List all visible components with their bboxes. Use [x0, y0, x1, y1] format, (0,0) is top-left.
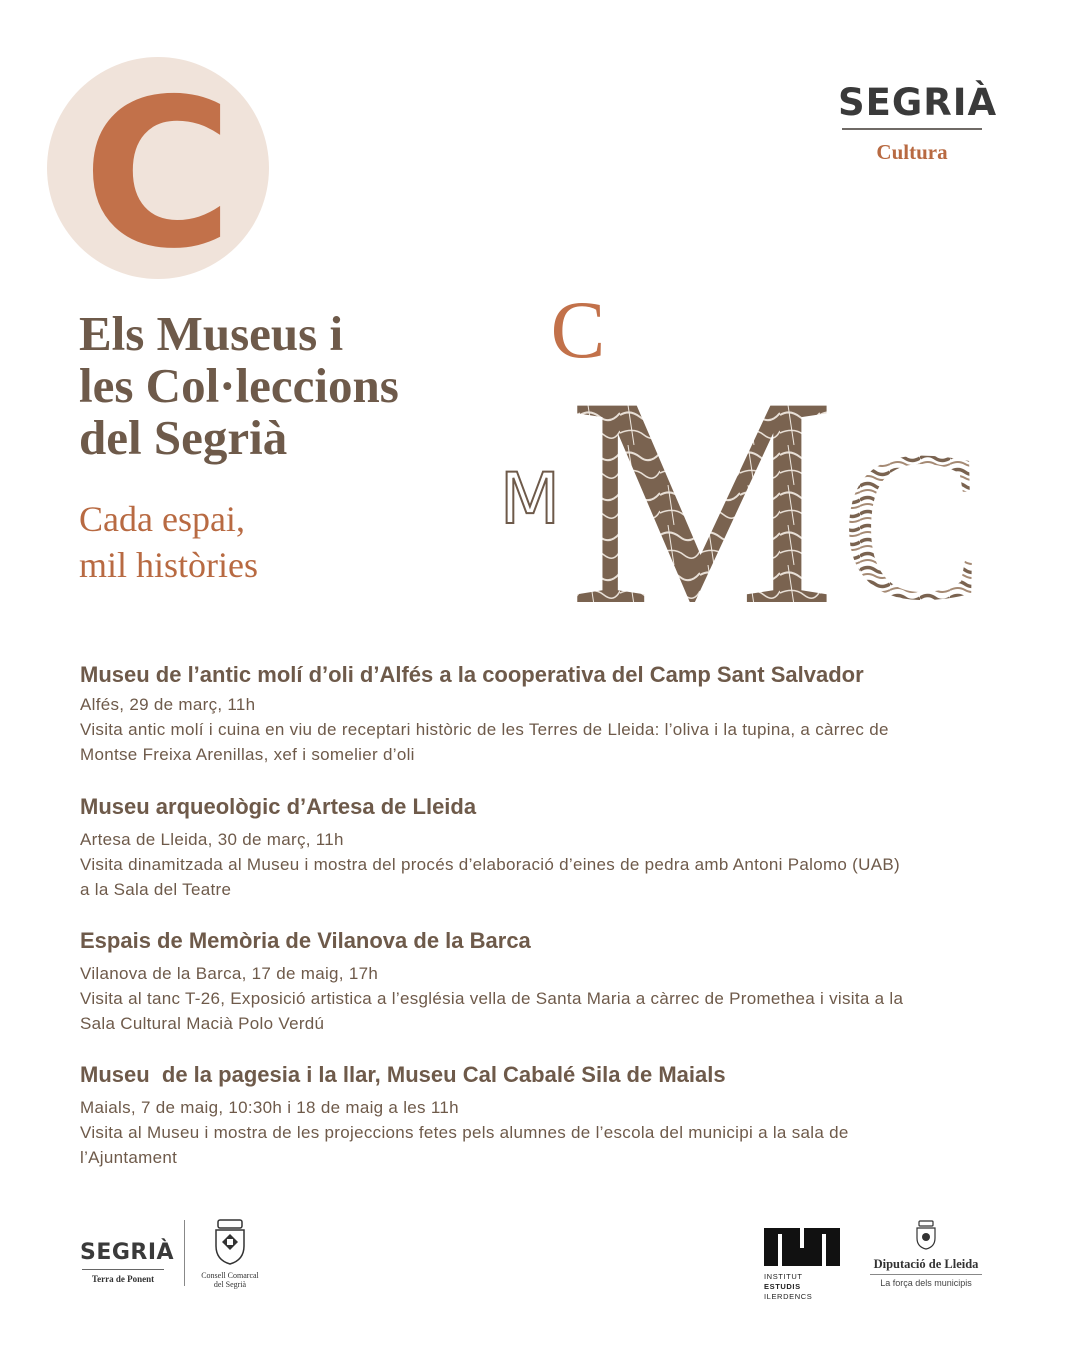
- footer-segria-rule: [82, 1269, 164, 1270]
- event-desc-2: a la Sala del Teatre: [80, 880, 232, 899]
- event-date: Maials, 7 de maig, 10:30h i 18 de maig a les 11h: [80, 1098, 459, 1117]
- svg-text:C: C: [82, 57, 234, 279]
- consell-line-2: del Segrià: [213, 1280, 247, 1289]
- event-desc-2: l’Ajuntament: [80, 1148, 178, 1167]
- iei-line-3: ILERDENCS: [764, 1292, 813, 1301]
- diputacio-rule: [870, 1274, 982, 1275]
- diputacio-name: Diputació de Lleida: [873, 1257, 979, 1271]
- institut-estudis-ilerdencs-logo: [764, 1228, 840, 1301]
- title-line-3: del Segrià: [79, 410, 288, 465]
- big-m-letter: M: [568, 335, 836, 615]
- event-date: Artesa de Lleida, 30 de març, 11h: [80, 830, 344, 849]
- small-c-letter: C: [550, 285, 606, 375]
- event-2: [80, 793, 980, 902]
- coat-of-arms-icon: [210, 1218, 250, 1266]
- event-desc-2: Montse Freixa Arenillas, xef i somelier d’oli: [80, 745, 415, 764]
- small-m-letter: M: [500, 458, 561, 540]
- event-title: Espais de Memòria de Vilanova de la Barca: [80, 928, 531, 953]
- diputacio-shield-icon: [914, 1220, 938, 1250]
- big-c-letter: C: [840, 406, 980, 615]
- iei-line-1: INSTITUT: [764, 1272, 803, 1281]
- tagline: [79, 496, 258, 588]
- event-desc-1: Visita al tanc T-26, Exposició artistica a l’església vella de Santa Maria a càrrec de Promethea i visita a la: [80, 989, 904, 1008]
- event-title: Museu de la pagesia i la llar, Museu Cal Cabalé Sila de Maials: [80, 1062, 726, 1087]
- segria-cultura-logo: [838, 80, 998, 165]
- diputacio-sub: La força dels municipis: [880, 1278, 972, 1288]
- segria-terra-de-ponent-logo: [80, 1240, 175, 1284]
- page-title: [79, 308, 499, 464]
- brand-rule: [842, 128, 982, 130]
- brand-sub: Cultura: [876, 140, 948, 164]
- title-line-1: Els Museus i: [79, 306, 344, 361]
- iei-line-2: ESTUDIS: [764, 1282, 801, 1291]
- event-desc-1: Visita antic molí i cuina en viu de receptari històric de les Terres de Lleida: l’oliva i la tupina, a càrrec de: [80, 720, 889, 739]
- event-title: Museu arqueològic d’Artesa de Lleida: [80, 794, 477, 819]
- footer-segria-name: SEGRIÀ: [80, 1240, 175, 1265]
- event-1: [80, 661, 980, 767]
- iei-mark-icon: [764, 1228, 840, 1266]
- brand-name: SEGRIÀ: [838, 81, 998, 124]
- footer-segria-sub: Terra de Ponent: [91, 1274, 155, 1284]
- consell-comarcal-logo: [198, 1218, 262, 1289]
- event-desc-1: Visita al Museu i mostra de les projeccions fetes pels alumnes de l’escola del municipi a la sala de: [80, 1123, 849, 1142]
- event-desc-2: Sala Cultural Macià Polo Verdú: [80, 1014, 325, 1033]
- title-line-2: les Col·leccions: [79, 358, 399, 413]
- event-4: [80, 1061, 980, 1170]
- event-title: Museu de l’antic molí d’oli d’Alfés a la cooperativa del Camp Sant Salvador: [80, 662, 864, 687]
- event-date: Alfés, 29 de març, 11h: [80, 695, 256, 714]
- footer-divider: [184, 1220, 185, 1286]
- event-3: [80, 927, 980, 1036]
- mc-letter-graphic: [500, 285, 980, 620]
- event-desc-1: Visita dinamitzada al Museu i mostra del procés d’elaboració d’eines de pedra amb Antoni Palomo (UAB): [80, 855, 900, 874]
- diputacio-de-lleida-logo: [866, 1220, 986, 1288]
- tagline-line-1: Cada espai,: [79, 499, 245, 539]
- event-date: Vilanova de la Barca, 17 de maig, 17h: [80, 964, 379, 983]
- circle-c-logo: [47, 57, 269, 279]
- consell-line-1: Consell Comarcal: [201, 1271, 259, 1280]
- tagline-line-2: mil històries: [79, 545, 258, 585]
- c-letter-icon: [47, 57, 269, 279]
